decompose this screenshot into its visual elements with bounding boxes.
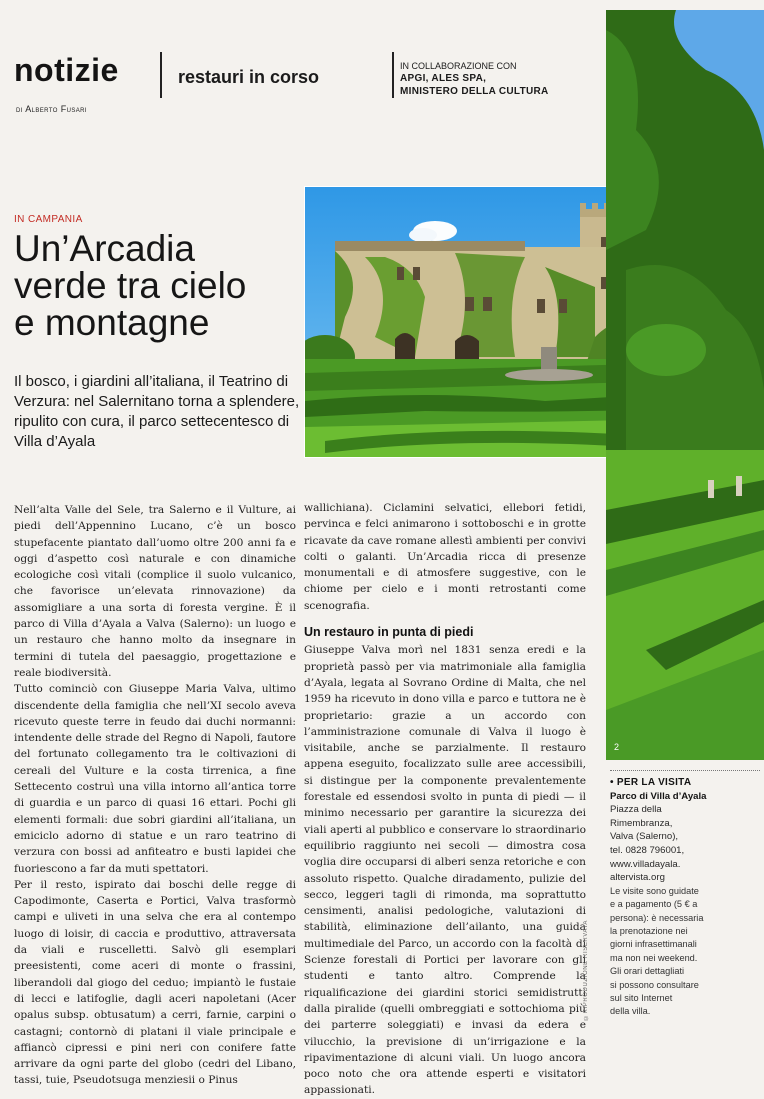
section-title: notizie	[14, 52, 119, 88]
subsection-title: restauri in corso	[178, 67, 320, 87]
note-line: la prenotazione nei	[610, 925, 688, 936]
title-line: e montagne	[14, 302, 210, 343]
note-line: giorni infrasettimanali	[610, 939, 697, 950]
visit-info-box	[610, 776, 760, 1019]
note-line: e a pagamento (5 € a	[610, 899, 698, 910]
address-line: Valva (Salerno),	[610, 831, 679, 843]
sidebar-divider	[610, 770, 760, 771]
visit-heading: PER LA VISITA	[616, 777, 692, 788]
note-line: sul sito Internet	[610, 993, 673, 1003]
paragraph: Per il resto, ispirato dai boschi delle regge di Capodimonte, Caserta e Portici, Valva trasformò campi e uliveti in una selva che era al contempo luogo di loisir, di caccia e produttivo, attraversata da viali e ruscelletti. Salvò gli esemplari preesistenti, come aceri di monte o frassini, liberandoli dal giogo del ceduo; impiantò le fustaie di lecci e latifoglie, dagli aceri napoletani (Acer opalus subsp. obtusatum) a cerri, farnie, carpini o castagni; contornò di platani il viale principale e affiancò cipressi e pini neri con conifere fatte arrivare da ogni parte del globo (cedri del Libano, tassi, tuie, Pseudotsuga menziesii o Pinus	[14, 878, 296, 1087]
paragraph: Nell’alta Valle del Sele, tra Salerno e il Vulture, ai piedi dell’Appennino Lucano, c’è un bosco stupefacente piantato dall’uomo oltre 200 anni fa e oggi d’aspetto così naturale e con dinamiche ecologiche così vitali (complice il suolo vulcanico, che favorisce un’elevata rinnovazione) da assomigliare a una sorta di foresta vergine. È il parco di Villa d’Ayala a Valva (Salerno): un luogo e un restauro che hanno molto da insegnare in termini di tutela del paesaggio, progettazione e reale biodiversità.	[14, 504, 296, 679]
collab-partner: MINISTERO DELLA CULTURA	[400, 86, 549, 97]
note-line: della villa.	[610, 1006, 651, 1017]
collab-intro: IN COLLABORAZIONE CON	[400, 61, 517, 71]
collab-partner: APGI, ALES SPA,	[400, 73, 487, 84]
address-line: Rimembranza,	[610, 817, 673, 829]
garden-photo	[606, 10, 764, 760]
article-title	[14, 230, 294, 341]
visit-place: Parco di Villa d’Ayala	[610, 790, 707, 802]
copyright-credit: ©RIPRODUZIONE RISERVATA	[583, 920, 589, 1021]
paragraph: wallichiana). Ciclamini selvatici, ellebori fetidi, pervinca e felci animarono i sottoboschi e in grotte ricavate da cave romane allestì ambienti per convivi colti o galanti. Un’Arcadia ricca di presenze monumentali e di atmosfere suggestive, con le chiome per cielo e i monti retrostanti come scenografia.	[304, 502, 586, 612]
paragraph: Giuseppe Valva morì nel 1831 senza eredi e la proprietà passò per via matrimoniale alla famiglia d’Ayala, legata al Sovrano Ordine di Malta, che nel 1959 ha ricevuto in dono villa e parco e tuttora ne è proprietario: grazie a un accordo con l’amministrazione comunale di Valva il luogo è visitabile, anche se parzialmente. Il restauro appena eseguito, focalizzato sulle aree accessibili, si distingue per la componente prevalentemente forestale ed essendosi svolto in punta di piedi — il minimo necessario per garantire la sicurezza dei viali aperti al pubblico e conservare lo straordinario equilibrio raggiunto nei secoli — dimostra cosa voglia dire occuparsi di alberi senza retoriche e con assoluto rispetto. Qualche diradamento, pulizie del secco, leggeri tagli di rimonda, ma soprattutto censimenti, analisi pedologiche, valutazioni di stabilità, eliminazione dell’ailanto, una guida multimediale del Parco, un accordo con la facoltà di Scienze forestali di Portici per lavorare con gli studenti e tanto altro. Comprende la riqualificazione dei giardini storici semidistrutti dalla piralide (quelli ombreggiati e sottochioma più dei parterre soleggiati) e invasi da edera e vilucchio, la previsione di un’irrigazione e la ripavimentazione di alcuni viali. Un luogo ancora poco noto che ora attende esperti e visitatori appassionati.	[304, 644, 586, 1097]
photo-number: 2	[614, 742, 620, 752]
address-line: tel. 0828 796001,	[610, 844, 685, 856]
subheading: Un restauro in punta di piedi	[304, 625, 474, 640]
header-divider	[160, 52, 162, 98]
title-line: Un’Arcadia	[14, 228, 195, 269]
kicker: IN CAMPANIA	[14, 214, 83, 225]
header-divider	[392, 52, 394, 98]
title-line: verde tra cielo	[14, 265, 247, 306]
note-line: Le visite sono guidate	[610, 885, 699, 896]
article-column-2	[304, 500, 586, 1099]
note-line: si possono consultare	[610, 979, 699, 990]
collaboration-block	[400, 60, 549, 98]
website-link[interactable]: altervista.org	[610, 872, 665, 884]
article-column-1	[14, 502, 296, 1089]
note-line: Gli orari dettagliati	[610, 966, 685, 977]
byline: di Alberto Fusari	[16, 104, 87, 114]
note-line: ma non nei weekend.	[610, 952, 698, 963]
bullet-icon: •	[610, 777, 617, 788]
website-link[interactable]: www.villadayala.	[610, 858, 681, 870]
article-deck: Il bosco, i giardini all’italiana, il Teatrino di Verzura: nel Salernitano torna a splendere, ripulito con cura, il parco settecentesco di Villa d’Ayala	[14, 373, 300, 450]
address-line: Piazza della	[610, 804, 662, 816]
paragraph: Tutto cominciò con Giuseppe Maria Valva, ultimo discendente della famiglia che nell’XI secolo aveva ricevuto queste terre in feudo dai duchi normanni: intendente delle strade del Regno di Napoli, fautore del fortunato collegamento tra le coltivazioni di cereali del Vulture e la costa tirrenica, a fine Settecento costruì una villa intorno all’antica torre di guardia e un parco di quasi 16 ettari. Pochi gli elementi formali: due sobri giardini all’italiana, un emiciclo adorno di statue e un raro teatrino di verzura con bossi ad anfiteatro e busti lapidei che fuoriescono a far da muti spettatori.	[14, 683, 296, 875]
note-line: persona): è necessaria	[610, 912, 704, 923]
